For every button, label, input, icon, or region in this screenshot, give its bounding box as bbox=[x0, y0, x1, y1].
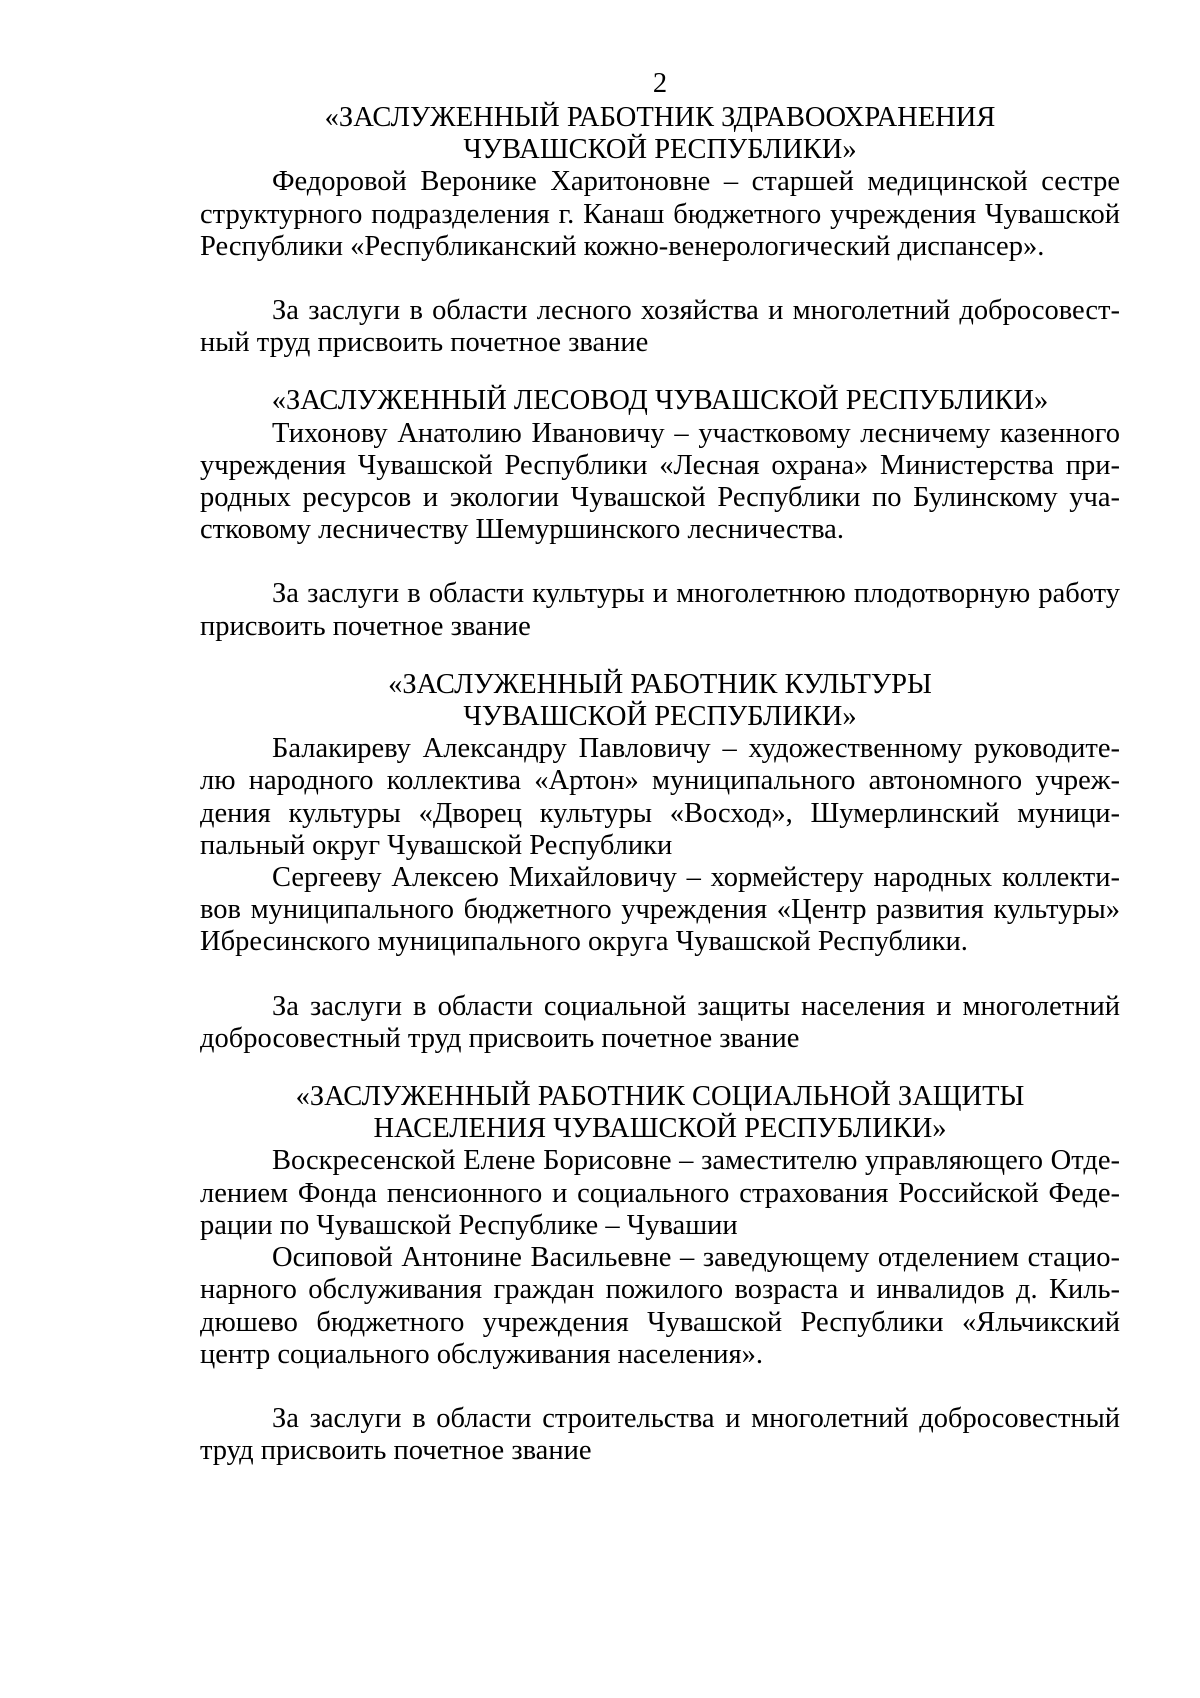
section-title-health bbox=[200, 102, 1120, 166]
title-line: «ЗАСЛУЖЕННЫЙ РАБОТНИК ЗДРАВООХРАНЕНИЯ bbox=[324, 102, 996, 133]
title-line: «ЗАСЛУЖЕННЫЙ ЛЕСОВОД ЧУВАШСКОЙ РЕСПУБЛИКИ» bbox=[271, 385, 1049, 417]
section-title-forestry bbox=[200, 385, 1120, 417]
awardee-paragraph: Осиповой Антонине Васильевне – заведующему отделением стационарного обслуживания граждан пожилого возраста и инвалидов д. Кильдюшево бюджетного учреждения Чувашской Республики «Яльчикский центр социального обслуживания населения». bbox=[200, 1242, 1120, 1370]
page-number: 2 bbox=[652, 68, 668, 99]
document-page bbox=[200, 68, 1120, 1467]
title-line: «ЗАСЛУЖЕННЫЙ РАБОТНИК КУЛЬТУРЫ bbox=[388, 668, 932, 700]
title-line: «ЗАСЛУЖЕННЫЙ РАБОТНИК СОЦИАЛЬНОЙ ЗАЩИТЫ bbox=[295, 1081, 1025, 1113]
awardee-paragraph: Сергееву Алексею Михайловичу – хормейстеру народных коллективов муниципального бюджетного учреждения «Центр развития культуры» Ибресинского муниципального округа Чувашской Республики. bbox=[200, 862, 1120, 958]
title-line: ЧУВАШСКОЙ РЕСПУБЛИКИ» bbox=[463, 134, 857, 166]
awardee-paragraph: Воскресенской Елене Борисовне – заместителю управляющего Отделением Фонда пенсионного и социального страхования Российской Федерации по Чувашской Республике – Чувашии bbox=[200, 1145, 1120, 1241]
award-intro-paragraph: За заслуги в области лесного хозяйства и многолетний добросовестный труд присвоить почетное звание bbox=[200, 295, 1120, 359]
awardee-paragraph: Федоровой Веронике Харитоновне – старшей медицинской сестре структурного подразделения г. Канаш бюджетного учреждения Чувашской Республики «Республиканский кожно-венерологический диспансер». bbox=[200, 166, 1120, 262]
awardee-paragraph: Тихонову Анатолию Ивановичу – участковому лесничему казенного учреждения Чувашской Республики «Лесная охрана» Министерства природных ресурсов и экологии Чувашской Республики по Булинскому участковому лесничеству Шемуршинского лесничества. bbox=[200, 417, 1120, 546]
award-intro-paragraph: За заслуги в области строительства и многолетний добросовестный труд присвоить почетное звание bbox=[200, 1402, 1120, 1467]
section-title-culture bbox=[200, 669, 1120, 733]
title-line: ЧУВАШСКОЙ РЕСПУБЛИКИ» bbox=[463, 701, 857, 733]
awardee-paragraph: Балакиреву Александру Павловичу – художественному руководителю народного коллектива «Артон» муниципального автономного учреждения культуры «Дворец культуры «Восход», Шумерлинский муниципальный округ Чувашской Республики bbox=[200, 733, 1120, 861]
title-line: НАСЕЛЕНИЯ ЧУВАШСКОЙ РЕСПУБЛИКИ» bbox=[373, 1113, 947, 1145]
award-intro-paragraph: За заслуги в области социальной защиты населения и многолетний добросовестный труд присвоить почетное звание bbox=[200, 990, 1120, 1054]
section-title-social bbox=[200, 1081, 1120, 1145]
award-intro-paragraph: За заслуги в области культуры и многолетнюю плодотворную работу присвоить почетное звание bbox=[200, 578, 1120, 642]
